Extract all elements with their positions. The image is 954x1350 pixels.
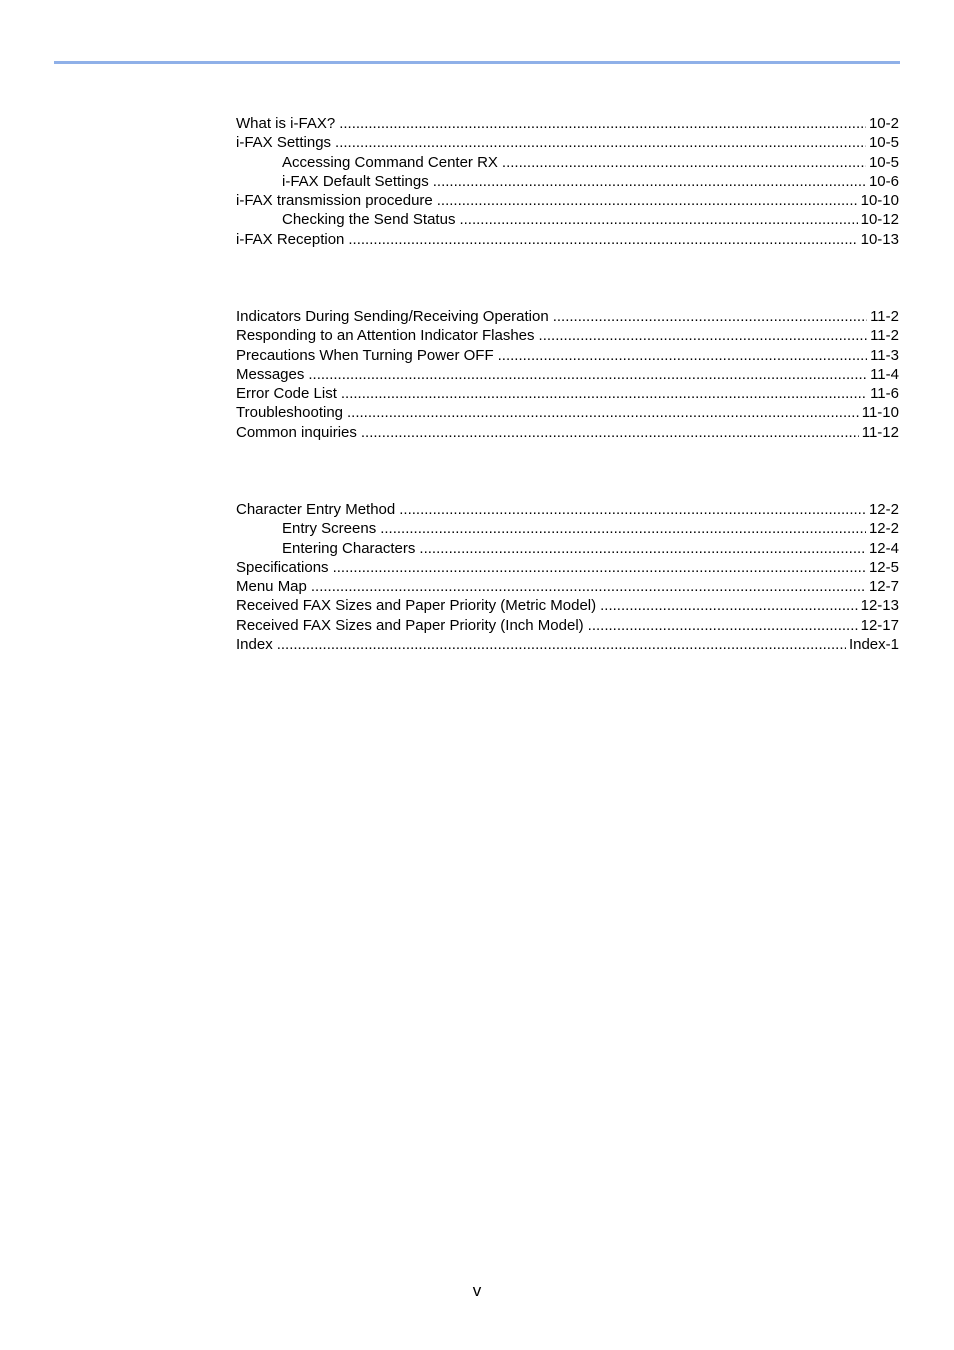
toc-leader-dots bbox=[339, 114, 866, 133]
toc-entry[interactable] bbox=[236, 403, 899, 422]
toc-entry-title: i-FAX Reception bbox=[236, 230, 345, 248]
toc-leader-dots bbox=[311, 577, 866, 596]
toc-leader-dots bbox=[335, 133, 866, 152]
toc-leader-dots bbox=[277, 635, 846, 654]
toc-entry-title: Messages bbox=[236, 365, 305, 383]
toc-section-troubleshooting bbox=[236, 307, 899, 442]
toc-entry-page: 11-4 bbox=[870, 365, 899, 383]
toc-entry-title: Accessing Command Center RX bbox=[282, 153, 498, 171]
toc-entry-title: i-FAX transmission procedure bbox=[236, 192, 433, 210]
toc-leader-dots bbox=[333, 558, 866, 577]
toc-entry[interactable] bbox=[236, 635, 899, 654]
toc-entry[interactable] bbox=[236, 558, 899, 577]
toc-entry[interactable] bbox=[236, 230, 899, 249]
toc-section-i-fax bbox=[236, 114, 899, 249]
toc-entry-page: 10-5 bbox=[868, 153, 899, 171]
toc-entry-title: i-FAX Default Settings bbox=[282, 172, 429, 190]
toc-subentry[interactable] bbox=[236, 519, 899, 538]
toc-entry-page: 11-12 bbox=[861, 423, 899, 441]
toc-entry-title: Indicators During Sending/Receiving Operation bbox=[236, 308, 549, 325]
toc-section-appendix bbox=[236, 500, 899, 654]
toc-entry-page: 10-12 bbox=[860, 211, 899, 229]
toc-entry-page: 12-2 bbox=[868, 501, 899, 518]
toc-leader-dots bbox=[553, 307, 867, 326]
toc-entry-title: Received FAX Sizes and Paper Priority (Inch Model) bbox=[236, 616, 584, 634]
toc-subentry[interactable] bbox=[236, 153, 899, 172]
page-number: v bbox=[472, 1281, 482, 1300]
toc-entry-page: 11-2 bbox=[870, 308, 899, 325]
toc-entry-title: Index bbox=[236, 636, 273, 654]
toc-entry[interactable] bbox=[236, 577, 899, 596]
toc-entry[interactable] bbox=[236, 191, 899, 210]
toc-entry-title: Entering Characters bbox=[282, 539, 416, 557]
toc-entry-page: 11-3 bbox=[870, 346, 899, 364]
toc-entry[interactable] bbox=[236, 423, 899, 442]
toc-leader-dots bbox=[347, 403, 859, 422]
toc-leader-dots bbox=[600, 596, 857, 615]
toc-entry-title: Character Entry Method bbox=[236, 501, 396, 518]
toc-subentry[interactable] bbox=[236, 172, 899, 191]
toc-leader-dots bbox=[437, 191, 858, 210]
toc-entry-page: 12-17 bbox=[860, 616, 899, 634]
toc-entry-title: What is i-FAX? bbox=[236, 115, 336, 132]
toc-entry-page: 12-13 bbox=[860, 597, 899, 615]
toc-entry-title: Received FAX Sizes and Paper Priority (Metric Model) bbox=[236, 597, 597, 615]
toc-entry-page: 10-13 bbox=[860, 230, 899, 248]
toc-entry[interactable] bbox=[236, 596, 899, 615]
toc-entry[interactable] bbox=[236, 133, 899, 152]
toc-entry-page: 10-2 bbox=[868, 115, 899, 132]
toc-entry-page: 12-2 bbox=[868, 520, 899, 538]
toc-entry-page: 10-10 bbox=[860, 192, 899, 210]
toc-leader-dots bbox=[361, 423, 859, 442]
toc-leader-dots bbox=[399, 500, 866, 519]
toc-entry-title: Responding to an Attention Indicator Flashes bbox=[236, 327, 535, 345]
toc-entry[interactable] bbox=[236, 326, 899, 345]
toc-leader-dots bbox=[341, 384, 867, 403]
toc-entry-title: Precautions When Turning Power OFF bbox=[236, 346, 494, 364]
toc-leader-dots bbox=[539, 326, 868, 345]
toc-entry-title: Menu Map bbox=[236, 578, 307, 596]
toc-entry[interactable] bbox=[236, 114, 899, 133]
toc-leader-dots bbox=[498, 346, 867, 365]
toc-entry-title: Entry Screens bbox=[282, 520, 377, 538]
toc-leader-dots bbox=[419, 539, 866, 558]
toc-entry-title: Troubleshooting bbox=[236, 404, 344, 422]
toc-leader-dots bbox=[380, 519, 866, 538]
toc-leader-dots bbox=[433, 172, 866, 191]
toc-entry[interactable] bbox=[236, 365, 899, 384]
toc-leader-dots bbox=[348, 230, 857, 249]
toc-leader-dots bbox=[502, 153, 866, 172]
toc-leader-dots bbox=[308, 365, 867, 384]
toc-entry[interactable] bbox=[236, 346, 899, 365]
toc-entry-title: Error Code List bbox=[236, 385, 337, 403]
toc-entry-page: 10-5 bbox=[868, 134, 899, 152]
toc-entry[interactable] bbox=[236, 616, 899, 635]
toc-subentry[interactable] bbox=[236, 210, 899, 229]
toc-entry[interactable] bbox=[236, 500, 899, 519]
header-rule bbox=[54, 61, 900, 64]
toc-entry-page: Index-1 bbox=[848, 636, 899, 654]
toc-entry-title: Common inquiries bbox=[236, 423, 357, 441]
toc-entry-title: Checking the Send Status bbox=[282, 211, 456, 229]
toc-entry-page: 11-10 bbox=[861, 404, 899, 422]
toc-entry-title: i-FAX Settings bbox=[236, 134, 332, 152]
toc-subentry[interactable] bbox=[236, 539, 899, 558]
toc-entry-page: 12-7 bbox=[868, 578, 899, 596]
toc-entry[interactable] bbox=[236, 307, 899, 326]
toc-entry-title: Specifications bbox=[236, 558, 329, 576]
toc-entry-page: 12-4 bbox=[868, 539, 899, 557]
toc-entry-page: 11-2 bbox=[870, 327, 899, 345]
toc-entry-page: 12-5 bbox=[868, 558, 899, 576]
toc-entry-page: 10-6 bbox=[868, 172, 899, 190]
toc-leader-dots bbox=[459, 210, 857, 229]
toc-leader-dots bbox=[588, 616, 858, 635]
toc-entry[interactable] bbox=[236, 384, 899, 403]
toc-entry-page: 11-6 bbox=[870, 385, 899, 403]
